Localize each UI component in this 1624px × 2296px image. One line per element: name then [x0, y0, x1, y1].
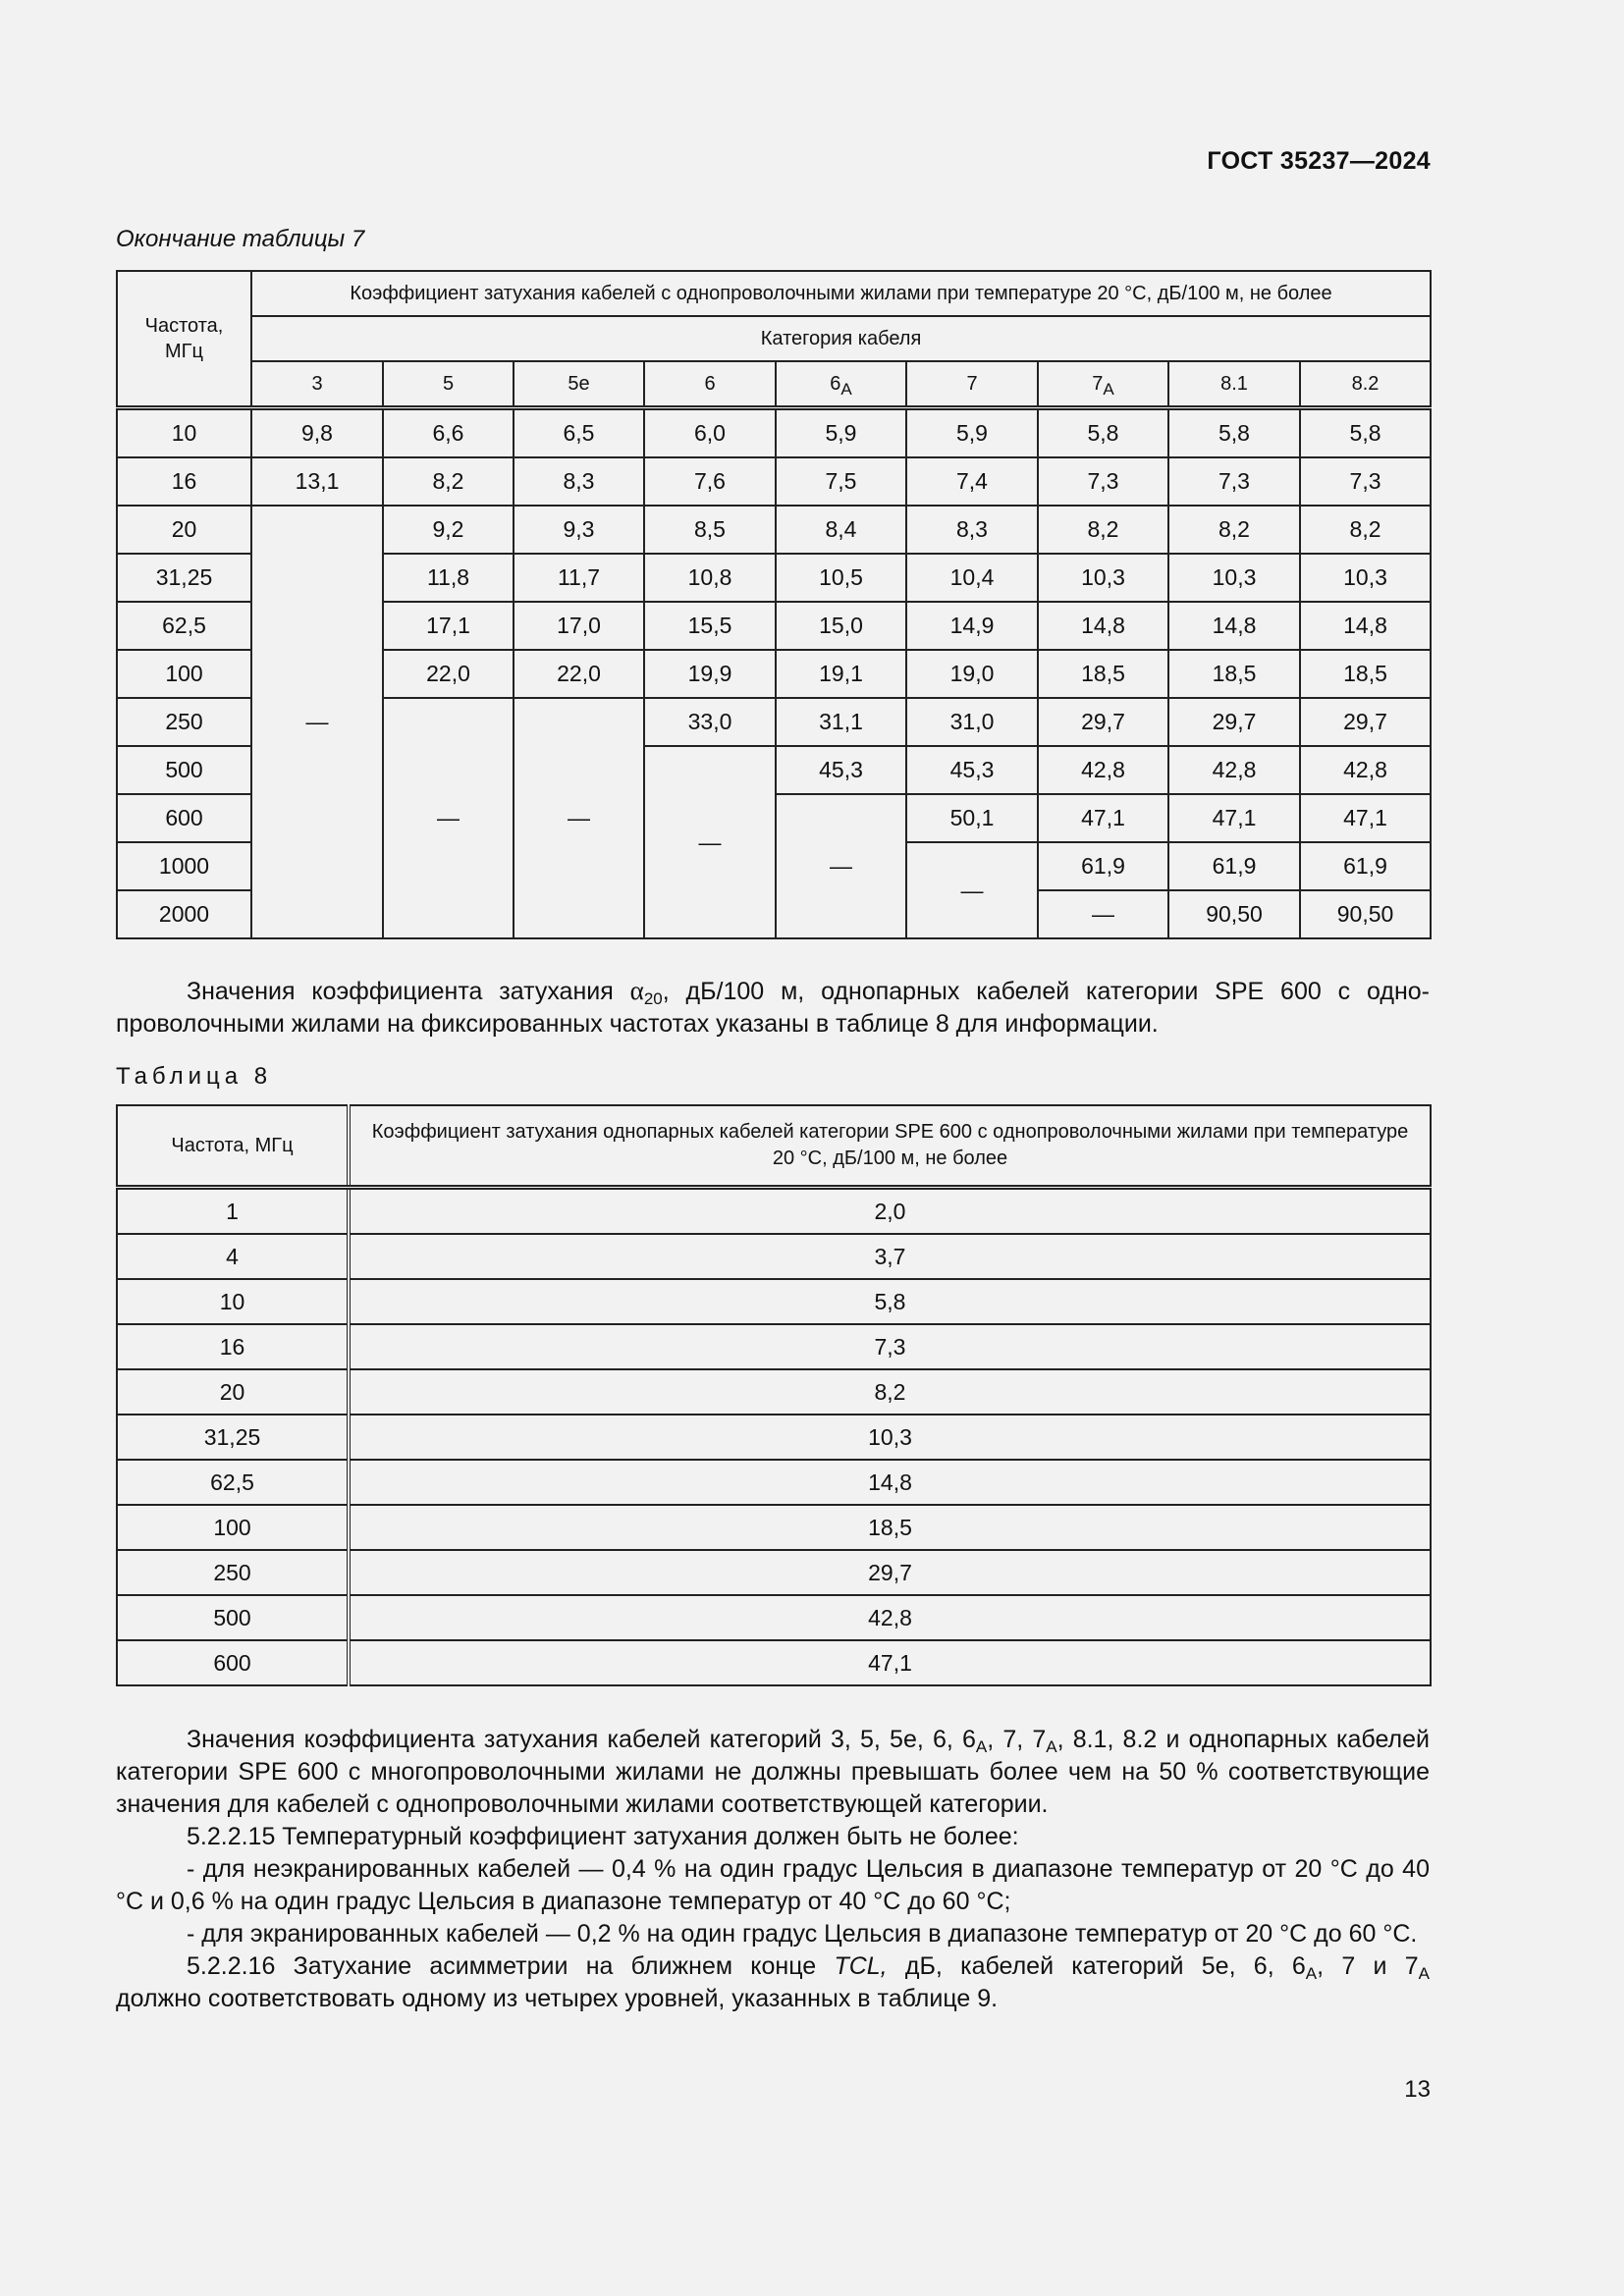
dash-cell: — — [776, 794, 906, 938]
value-cell: 5,9 — [776, 408, 906, 458]
freq-cell: 31,25 — [117, 1415, 349, 1460]
value-cell: 31,0 — [906, 698, 1038, 746]
value-cell: 7,3 — [1300, 457, 1431, 506]
value-cell: 8,5 — [644, 506, 776, 554]
freq-cell: 500 — [117, 746, 251, 794]
value-cell: 6,6 — [383, 408, 514, 458]
value-cell: 7,3 — [1168, 457, 1300, 506]
value-cell: 15,0 — [776, 602, 906, 650]
freq-cell: 62,5 — [117, 1460, 349, 1505]
value-cell: 8,2 — [349, 1369, 1431, 1415]
freq-cell: 10 — [117, 408, 251, 458]
value-cell: 9,8 — [251, 408, 383, 458]
table8-caption: Таблица 8 — [116, 1063, 273, 1090]
value-cell: 18,5 — [1038, 650, 1168, 698]
value-cell: 18,5 — [1300, 650, 1431, 698]
freq-cell: 16 — [117, 1324, 349, 1369]
freq-cell: 600 — [117, 794, 251, 842]
table7-caption: Окончание таблицы 7 — [116, 226, 365, 252]
table-row — [117, 1188, 1431, 1235]
value-cell: 19,1 — [776, 650, 906, 698]
value-cell: 10,8 — [644, 554, 776, 602]
value-cell: 14,9 — [906, 602, 1038, 650]
table-row — [117, 1595, 1431, 1640]
value-cell: 19,9 — [644, 650, 776, 698]
value-cell: 17,0 — [514, 602, 644, 650]
table-row — [117, 1324, 1431, 1369]
table-row — [117, 1234, 1431, 1279]
value-cell: 29,7 — [349, 1550, 1431, 1595]
freq-cell: 250 — [117, 1550, 349, 1595]
freq-cell: 1 — [117, 1188, 349, 1235]
freq-header: Частота, МГц — [117, 1105, 349, 1188]
value-cell: 5,8 — [1300, 408, 1431, 458]
dash-cell: — — [514, 698, 644, 938]
value-cell: 6,5 — [514, 408, 644, 458]
value-cell: 61,9 — [1300, 842, 1431, 890]
category-cell: $6_A$ — [776, 361, 906, 408]
value-cell: 7,6 — [644, 457, 776, 506]
value-cell: 17,1 — [383, 602, 514, 650]
value-cell: 10,3 — [349, 1415, 1431, 1460]
value-cell: 8,2 — [1038, 506, 1168, 554]
value-cell: 18,5 — [1168, 650, 1300, 698]
value-cell: 47,1 — [349, 1640, 1431, 1685]
table-row — [117, 1640, 1431, 1685]
table-7 — [116, 270, 1432, 939]
category-cell: 6 — [644, 361, 776, 408]
table-row — [117, 1550, 1431, 1595]
value-cell: 33,0 — [644, 698, 776, 746]
value-cell: 7,3 — [349, 1324, 1431, 1369]
freq-header: Частота, МГц — [117, 271, 251, 408]
freq-cell: 250 — [117, 698, 251, 746]
category-cell: $7_A$ — [1038, 361, 1168, 408]
value-cell: 10,5 — [776, 554, 906, 602]
value-cell: 6,0 — [644, 408, 776, 458]
attenuation-header: Коэффициент затухания однопарных кабелей категории SPE 600 с однопроволочными жилами при температуре 20 °С, дБ/100 м, не более — [349, 1105, 1431, 1188]
table-row — [117, 506, 1431, 554]
freq-cell: 10 — [117, 1279, 349, 1324]
category-cell: 3 — [251, 361, 383, 408]
value-cell: 5,8 — [349, 1279, 1431, 1324]
paragraph-5-2-2-16: 5.2.2.16 Затухание асимметрии на ближнем конце TCL, дБ, кабелей категорий 5е, 6, $6_A$, 7 и $7_A$ — [187, 1952, 1430, 1983]
value-cell: 47,1 — [1038, 794, 1168, 842]
freq-cell: 500 — [117, 1595, 349, 1640]
value-cell: 10,4 — [906, 554, 1038, 602]
attenuation-header: Коэффициент затухания кабелей с однопроволочными жилами при температуре 20 °С, дБ/100 м, не более — [251, 271, 1431, 316]
paragraph-stranded: Значения коэффициента затухания кабелей категорий 3, 5, 5е, 6, $6_A$, 7, $7_A$, 8.1, 8.2 и однопарных кабелей категории SPE 600 с многопроволочными жилами не должны превышать более чем на 50 % соответствующие значения для кабелей с однопроволочными жилами соответствующей категории. — [116, 1726, 1430, 1818]
value-cell: 10,3 — [1168, 554, 1300, 602]
value-cell: 11,7 — [514, 554, 644, 602]
value-cell: 5,8 — [1038, 408, 1168, 458]
value-cell: 31,1 — [776, 698, 906, 746]
value-cell: 29,7 — [1168, 698, 1300, 746]
value-cell: 10,3 — [1300, 554, 1431, 602]
category-cell: 5 — [383, 361, 514, 408]
freq-cell: 1000 — [117, 842, 251, 890]
freq-cell: 62,5 — [117, 602, 251, 650]
value-cell: 9,3 — [514, 506, 644, 554]
category-cell: 8.2 — [1300, 361, 1431, 408]
value-cell: 15,5 — [644, 602, 776, 650]
body-text — [116, 1724, 1430, 2015]
value-cell: 90,50 — [1300, 890, 1431, 938]
value-cell: 5,8 — [1168, 408, 1300, 458]
value-cell: 3,7 — [349, 1234, 1431, 1279]
value-cell: 8,3 — [514, 457, 644, 506]
value-cell: 47,1 — [1300, 794, 1431, 842]
value-cell: 42,8 — [1038, 746, 1168, 794]
value-cell: 45,3 — [906, 746, 1038, 794]
table-row — [117, 457, 1431, 506]
value-cell: 29,7 — [1038, 698, 1168, 746]
value-cell: 45,3 — [776, 746, 906, 794]
freq-cell: 4 — [117, 1234, 349, 1279]
value-cell: 11,8 — [383, 554, 514, 602]
value-cell: 8,4 — [776, 506, 906, 554]
document-header: ГОСТ 35237—2024 — [1207, 147, 1431, 175]
dash-cell: — — [383, 698, 514, 938]
value-cell: 7,4 — [906, 457, 1038, 506]
value-cell: 14,8 — [1038, 602, 1168, 650]
value-cell: 22,0 — [383, 650, 514, 698]
value-cell: 22,0 — [514, 650, 644, 698]
value-cell: 42,8 — [1168, 746, 1300, 794]
freq-cell: 31,25 — [117, 554, 251, 602]
freq-cell: 16 — [117, 457, 251, 506]
freq-cell: 100 — [117, 1505, 349, 1550]
dash-cell: — — [906, 842, 1038, 938]
paragraph-shielded: - для экранированных кабелей — 0,2 % на один градус Цельсия в диапазоне температур от 20 °С до 60 °С. — [187, 1920, 1418, 1948]
value-cell: 9,2 — [383, 506, 514, 554]
value-cell: 61,9 — [1038, 842, 1168, 890]
paragraph-5-2-2-16-cont: должно соответствовать одному из четырех уровней, указанных в таблице 9. — [116, 1985, 999, 2012]
table-row — [117, 1505, 1431, 1550]
freq-cell: 20 — [117, 1369, 349, 1415]
value-cell: 5,9 — [906, 408, 1038, 458]
freq-cell: 2000 — [117, 890, 251, 938]
value-cell: 42,8 — [1300, 746, 1431, 794]
dash-cell: — — [1038, 890, 1168, 938]
paragraph-unshielded: - для неэкранированных кабелей — 0,4 % на один градус Цельсия в диапазоне температур от 20 °С до 40 °С и 0,6 % на один градус Цельсия в диапазоне температур от 40 °С до 60 °С; — [116, 1855, 1430, 1915]
page-number: 13 — [1404, 2076, 1431, 2103]
table-row — [117, 1369, 1431, 1415]
value-cell: 13,1 — [251, 457, 383, 506]
value-cell: 47,1 — [1168, 794, 1300, 842]
table-row — [117, 408, 1431, 458]
paragraph-alpha: Значения коэффициента затухания $\alpha_{20}$, дБ/100 м, однопарных кабелей категории SPE 600 с однопроволочными жилами на фиксированных частотах указаны в таблице 8 для информации. — [116, 976, 1430, 1038]
table-8 — [116, 1104, 1432, 1686]
paragraph-5-2-2-15: 5.2.2.15 Температурный коэффициент затухания должен быть не более: — [187, 1823, 1019, 1850]
value-cell: 42,8 — [349, 1595, 1431, 1640]
freq-cell: 600 — [117, 1640, 349, 1685]
category-header: Категория кабеля — [251, 316, 1431, 361]
category-cell: 7 — [906, 361, 1038, 408]
table-row — [117, 1415, 1431, 1460]
value-cell: 19,0 — [906, 650, 1038, 698]
value-cell: 14,8 — [349, 1460, 1431, 1505]
value-cell: 14,8 — [1168, 602, 1300, 650]
dash-cell: — — [644, 746, 776, 938]
value-cell: 18,5 — [349, 1505, 1431, 1550]
dash-cell: — — [251, 506, 383, 938]
value-cell: 7,3 — [1038, 457, 1168, 506]
value-cell: 8,3 — [906, 506, 1038, 554]
value-cell: 10,3 — [1038, 554, 1168, 602]
value-cell: 8,2 — [1300, 506, 1431, 554]
value-cell: 2,0 — [349, 1188, 1431, 1235]
value-cell: 61,9 — [1168, 842, 1300, 890]
value-cell: 29,7 — [1300, 698, 1431, 746]
value-cell: 14,8 — [1300, 602, 1431, 650]
value-cell: 7,5 — [776, 457, 906, 506]
value-cell: 50,1 — [906, 794, 1038, 842]
table-row — [117, 1279, 1431, 1324]
freq-cell: 100 — [117, 650, 251, 698]
value-cell: 8,2 — [383, 457, 514, 506]
category-cell: 5e — [514, 361, 644, 408]
table-row — [117, 1460, 1431, 1505]
category-cell: 8.1 — [1168, 361, 1300, 408]
freq-cell: 20 — [117, 506, 251, 554]
value-cell: 90,50 — [1168, 890, 1300, 938]
value-cell: 8,2 — [1168, 506, 1300, 554]
